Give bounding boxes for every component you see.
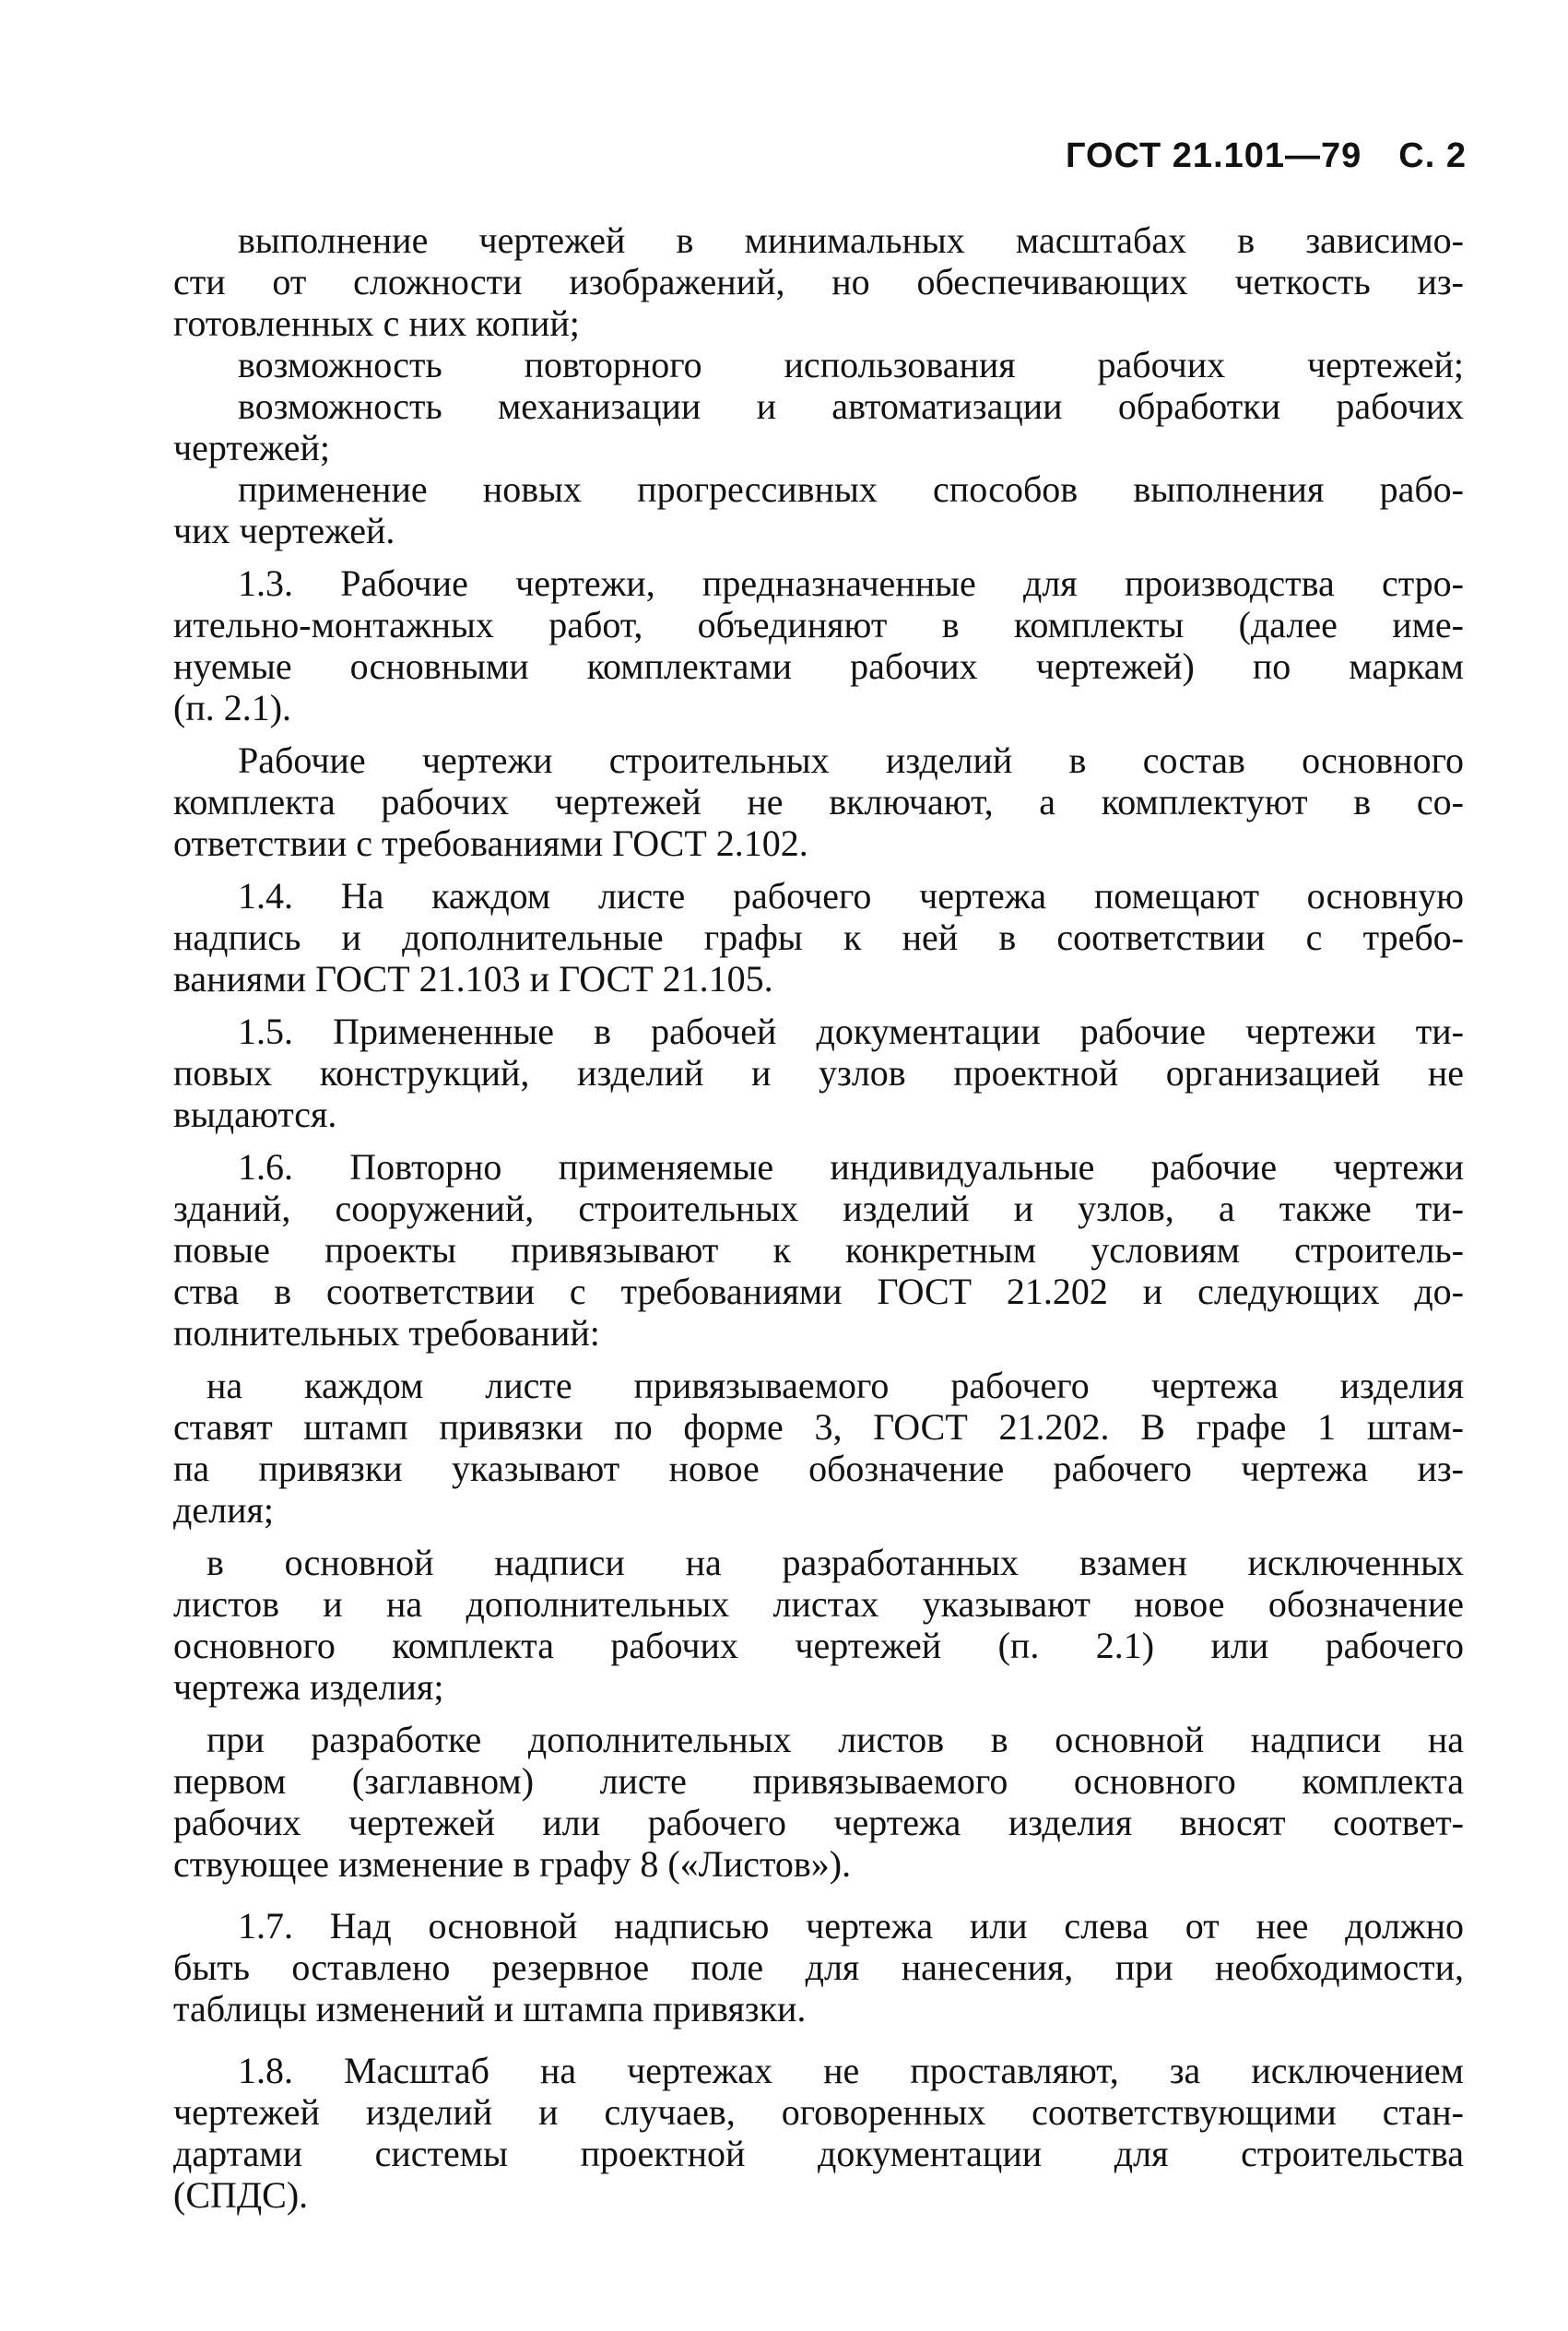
text-line: чертежа изделия;: [173, 1666, 444, 1708]
text-line: 1.8. Масштаб на чертежах не проставляют, за исключением: [238, 2050, 1464, 2091]
text-line: ствующее изменение в графу 8 («Листов»).: [173, 1843, 852, 1885]
text-line: ительно-монтажных работ, объединяют в комплекты (далее име-: [173, 604, 1464, 645]
text-line: рабочих чертежей или рабочего чертежа изделия вносят соответ-: [173, 1802, 1464, 1843]
text-line: чих чертежей.: [173, 510, 395, 551]
text-line: применение новых прогрессивных способов выполнения рабо-: [238, 468, 1464, 510]
text-line: нуемые основными комплектами рабочих чертежей) по маркам: [173, 645, 1464, 687]
page-number: С. 2: [1398, 136, 1467, 175]
text-line: возможность механизации и автоматизации обработки рабочих: [238, 385, 1464, 427]
text-line: повые проекты привязывают к конкретным условиям строитель-: [173, 1229, 1464, 1271]
text-line: чертежей изделий и случаев, оговоренных соответствующими стан-: [173, 2091, 1464, 2133]
text-line: делия;: [173, 1489, 274, 1531]
text-line: в основной надписи на разработанных взамен исключенных: [206, 1542, 1464, 1583]
text-line: выдаются.: [173, 1094, 337, 1135]
text-line: быть оставлено резервное поле для нанесения, при необходимости,: [173, 1946, 1464, 1988]
text-line: 1.3. Рабочие чертежи, предназначенные для производства стро-: [238, 562, 1464, 604]
text-line: 1.4. На каждом листе рабочего чертежа помещают основную: [238, 875, 1464, 917]
text-line: выполнение чертежей в минимальных масштабах в зависимо-: [238, 219, 1464, 261]
text-line: 1.6. Повторно применяемые индивидуальные рабочие чертежи: [238, 1146, 1464, 1188]
text-line: ства в соответствии с требованиями ГОСТ 21.202 и следующих до-: [173, 1271, 1464, 1312]
text-line: повых конструкций, изделий и узлов проектной организацией не: [173, 1052, 1464, 1094]
text-line: (п. 2.1).: [173, 687, 292, 728]
text-line: готовленных с них копий;: [173, 302, 580, 344]
text-line: на каждом листе привязываемого рабочего чертежа изделия: [206, 1365, 1464, 1406]
text-line: возможность повторного использования рабочих чертежей;: [238, 344, 1464, 385]
text-line: листов и на дополнительных листах указывают новое обозначение: [173, 1583, 1464, 1625]
text-line: сти от сложности изображений, но обеспечивающих четкость из-: [173, 261, 1464, 302]
document-body: [173, 219, 1464, 2216]
text-line: Рабочие чертежи строительных изделий в состав основного: [238, 740, 1464, 781]
text-line: 1.7. Над основной надписью чертежа или слева от нее должно: [238, 1905, 1464, 1946]
text-line: ваниями ГОСТ 21.103 и ГОСТ 21.105.: [173, 958, 773, 1000]
text-line: первом (заглавном) листе привязываемого основного комплекта: [173, 1760, 1464, 1802]
standard-number: ГОСТ 21.101—79: [1065, 136, 1362, 175]
text-line: зданий, сооружений, строительных изделий и узлов, а также ти-: [173, 1188, 1464, 1229]
text-line: па привязки указывают новое обозначение рабочего чертежа из-: [173, 1448, 1464, 1489]
page-header: [1066, 136, 1467, 176]
text-line: комплекта рабочих чертежей не включают, а комплектуют в со-: [173, 781, 1464, 822]
text-line: надпись и дополнительные графы к ней в соответствии с требо-: [173, 917, 1464, 958]
text-line: ответствии с требованиями ГОСТ 2.102.: [173, 822, 808, 864]
text-line: (СПДС).: [173, 2174, 309, 2216]
text-line: при разработке дополнительных листов в основной надписи на: [206, 1719, 1464, 1760]
text-line: полнительных требований:: [173, 1312, 600, 1354]
text-line: таблицы изменений и штампа привязки.: [173, 1988, 807, 2029]
text-line: ставят штамп привязки по форме 3, ГОСТ 21.202. В графе 1 штам-: [173, 1406, 1464, 1448]
text-line: дартами системы проектной документации для строительства: [173, 2133, 1464, 2174]
text-line: основного комплекта рабочих чертежей (п. 2.1) или рабочего: [173, 1625, 1464, 1666]
text-line: чертежей;: [173, 427, 330, 468]
text-line: 1.5. Примененные в рабочей документации рабочие чертежи ти-: [238, 1011, 1464, 1052]
